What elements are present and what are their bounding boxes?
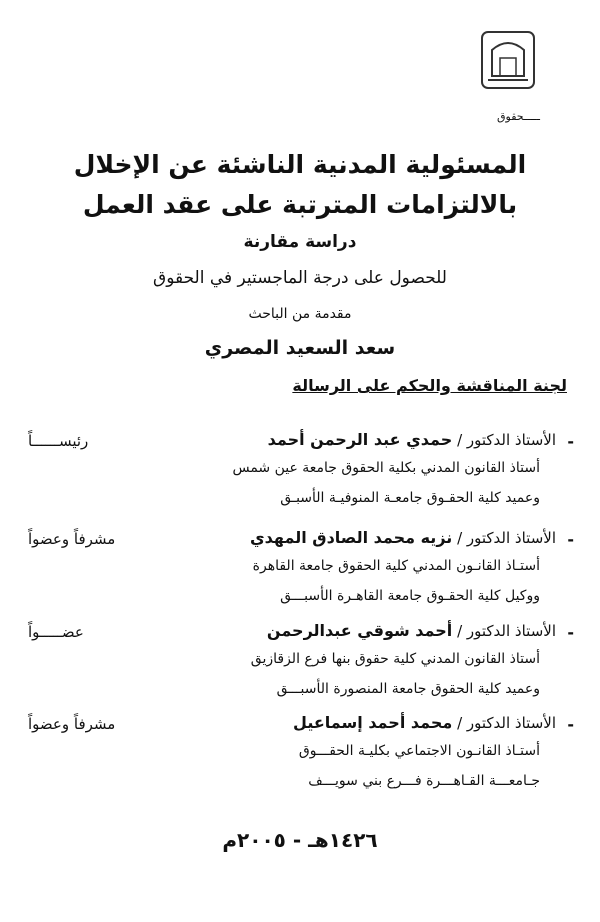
- logo-caption: ـــــحقوق: [497, 110, 540, 123]
- researcher-name: سعد السعيد المصري: [204, 337, 396, 359]
- member-role: رئيســــــاً: [28, 432, 89, 450]
- member-name-line: [250, 528, 556, 547]
- member-name-line: [293, 713, 556, 732]
- member-position-2: وعميد كلية الحقوق جامعة المنصورة الأسبـــق: [276, 681, 540, 697]
- member-name: محمد أحمد إسماعيل: [293, 713, 453, 732]
- member-title: الأستاذ الدكتور /: [457, 431, 556, 449]
- degree-purpose: للحصول على درجة الماجستير في الحقوق: [153, 268, 447, 288]
- member-position: أستـاذ القانـون المدني كلية الحقوق جامعة القاهرة: [252, 558, 540, 574]
- member-role: عضـــــواً: [28, 623, 84, 641]
- thesis-title-line-1: المسئولية المدنية الناشئة عن الإخلال: [73, 150, 527, 179]
- member-role: مشرفاً وعضواً: [28, 715, 116, 733]
- university-seal-logo: [478, 28, 538, 92]
- committee-member: [28, 621, 574, 711]
- member-title: الأستاذ الدكتور /: [457, 622, 556, 640]
- member-position: أستاذ القانون المدني كلية حقوق بنها فرع الزقازيق: [250, 651, 540, 667]
- committee-member: [28, 430, 574, 520]
- member-bullet: -: [567, 715, 574, 734]
- member-position-2: جـامعـــة القـاهـــرة فـــرع بني سويـــف: [308, 773, 540, 789]
- presented-by-label: مقدمة من الباحث: [248, 306, 352, 322]
- thesis-subtitle: دراسة مقارنة: [243, 232, 357, 252]
- member-position-2: وعميد كلية الحقـوق جامعـة المنوفيـة الأسبـق: [280, 490, 540, 506]
- member-bullet: -: [567, 530, 574, 549]
- member-name: نزيه محمد الصادق المهدي: [250, 528, 453, 547]
- member-bullet: -: [567, 432, 574, 451]
- member-name-line: [268, 430, 556, 449]
- committee-member: [28, 713, 574, 803]
- member-name-line: [267, 621, 556, 640]
- thesis-title-line-2: بالالتزامات المترتبة على عقد العمل: [82, 190, 518, 219]
- member-title: الأستاذ الدكتور /: [457, 714, 556, 732]
- committee-heading: لجنة المناقشة والحكم على الرسالة: [292, 376, 567, 395]
- thesis-date: ١٤٢٦هـ - ٢٠٠٥م: [222, 828, 378, 852]
- committee-member: [28, 528, 574, 618]
- member-position: أستـاذ القانـون الاجتماعي بكليـة الحقـــوق: [298, 743, 540, 759]
- member-name: حمدي عبد الرحمن أحمد: [267, 430, 453, 449]
- member-position: أستاذ القانون المدني بكلية الحقوق جامعة عين شمس: [232, 460, 540, 476]
- member-title: الأستاذ الدكتور /: [457, 529, 556, 547]
- member-position-2: ووكيل كلية الحقـوق جامعة القاهـرة الأسبـــق: [280, 588, 540, 604]
- member-role: مشرفاً وعضواً: [28, 530, 116, 548]
- member-name: أحمد شوقي عبدالرحمن: [266, 621, 453, 640]
- member-bullet: -: [567, 623, 574, 642]
